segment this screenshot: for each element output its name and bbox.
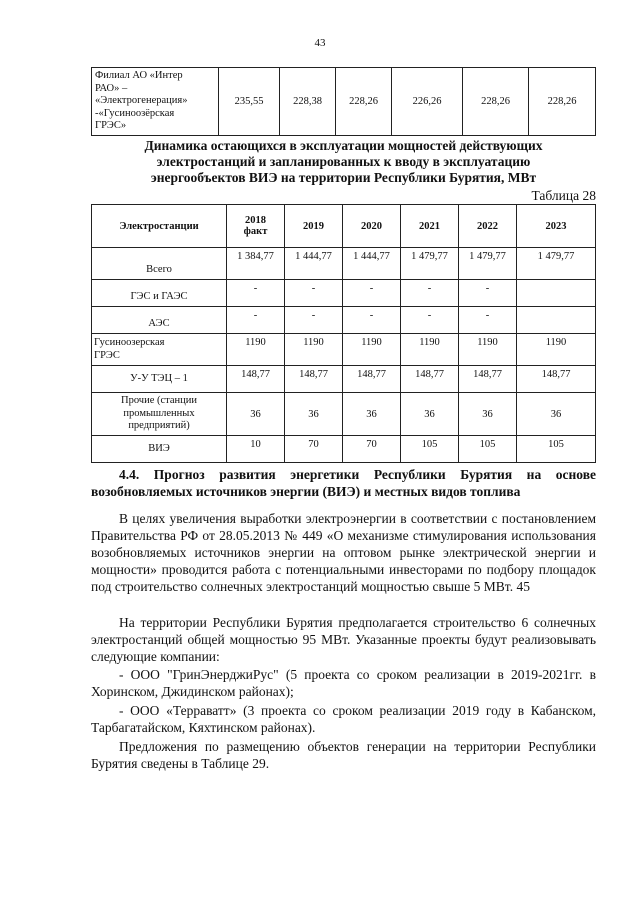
value-cell: 1190 [517, 334, 596, 366]
value-cell: 228,26 [336, 68, 392, 136]
column-header-year [343, 205, 401, 248]
value-cell: 1 444,77 [343, 248, 401, 280]
paragraph: Предложения по размещению объектов генерации на территории Республики Бурятия сведены в Таблице 29. [91, 739, 596, 771]
table-number-label: Таблица 28 [531, 188, 596, 203]
year-label: 2023 [545, 220, 567, 232]
list-item: - ООО "ГринЭнерджиРус" (5 проекта со сроком реализации в 2019-2021гг. в Хоринском, Джидинском районах); [91, 667, 596, 699]
year-label: 2019 [303, 220, 324, 232]
value-cell: 1190 [285, 334, 343, 366]
value-cell: 1 479,77 [459, 248, 517, 280]
column-header-year [227, 205, 285, 248]
table-header-row [92, 205, 596, 248]
value-cell: 148,77 [459, 366, 517, 393]
value-cell: - [285, 280, 343, 307]
value-cell [517, 280, 596, 307]
value-cell: 1 384,77 [227, 248, 285, 280]
continuation-table [91, 67, 596, 136]
value-cell: 70 [343, 436, 401, 463]
row-label [92, 393, 227, 436]
column-header-year [459, 205, 517, 248]
value-cell: 148,77 [517, 366, 596, 393]
table-row [92, 366, 596, 393]
value-cell: 1 444,77 [285, 248, 343, 280]
table-row [92, 307, 596, 334]
value-cell: 1 479,77 [517, 248, 596, 280]
caption-line: энергообъектов ВИЭ на территории Республики Бурятия, МВт [150, 170, 537, 185]
column-header-year [517, 205, 596, 248]
value-cell: - [285, 307, 343, 334]
value-cell: - [401, 307, 459, 334]
row-label: У-У ТЭЦ – 1 [92, 366, 227, 393]
row-label-line: ГРЭС [94, 349, 120, 361]
value-cell: 226,26 [392, 68, 463, 136]
station-name-line: Филиал АО «Интер [95, 70, 183, 82]
row-label: АЭС [92, 307, 227, 334]
table-row [92, 334, 596, 366]
value-cell: 105 [401, 436, 459, 463]
list-item: - ООО «Терраватт» (3 проекта со сроком реализации 2019 году в Кабанском, Тарбагатайском, Кяхтинском районах). [91, 703, 596, 735]
table-row [92, 248, 596, 280]
table-row [92, 393, 596, 436]
table-row [92, 68, 596, 136]
value-cell: - [459, 280, 517, 307]
value-cell: - [459, 307, 517, 334]
value-cell: 1190 [343, 334, 401, 366]
value-cell: - [227, 307, 285, 334]
value-cell: 148,77 [285, 366, 343, 393]
caption-line: электростанций и запланированных к вводу в эксплуатацию [156, 154, 531, 169]
year-label: 2021 [419, 220, 440, 232]
value-cell: 36 [459, 393, 517, 436]
value-cell: 36 [517, 393, 596, 436]
value-cell: 1190 [459, 334, 517, 366]
value-cell: 148,77 [343, 366, 401, 393]
year-label: 2018 [245, 215, 266, 226]
value-cell: 1190 [227, 334, 285, 366]
row-label-line: предприятий) [128, 420, 190, 432]
paragraph: На территории Республики Бурятия предполагается строительство 6 солнечных электростанций общей мощностью 95 МВт. Указанные проекты будут реализовывать следующие компании: [91, 615, 596, 664]
value-cell: 36 [401, 393, 459, 436]
value-cell: 10 [227, 436, 285, 463]
row-label: ГЭС и ГАЭС [92, 280, 227, 307]
value-cell: 36 [343, 393, 401, 436]
column-header-station: Электростанции [92, 205, 227, 248]
value-cell: - [227, 280, 285, 307]
value-cell: - [343, 280, 401, 307]
row-label-line: Гусиноозерская [94, 337, 165, 348]
value-cell: 1190 [401, 334, 459, 366]
section-heading: 4.4. Прогноз развития энергетики Республики Бурятия на основе возобновляемых источников энергии (ВИЭ) и местных видов топлива [91, 467, 596, 499]
row-label-line: Прочие (станции [120, 395, 197, 407]
value-cell: 105 [459, 436, 517, 463]
value-cell: 228,26 [529, 68, 596, 136]
value-cell: 36 [285, 393, 343, 436]
value-cell: 1 479,77 [401, 248, 459, 280]
value-cell: - [401, 280, 459, 307]
value-cell: 148,77 [227, 366, 285, 393]
value-cell: - [343, 307, 401, 334]
caption-line: Динамика остающихся в эксплуатации мощностей действующих [144, 138, 543, 153]
value-cell: 235,55 [219, 68, 280, 136]
row-label: ВИЭ [92, 436, 227, 463]
station-name-cell [92, 68, 219, 136]
column-header-year [401, 205, 459, 248]
value-cell: 148,77 [401, 366, 459, 393]
value-cell: 228,38 [280, 68, 336, 136]
value-cell: 36 [227, 393, 285, 436]
table-row [92, 280, 596, 307]
value-cell: 105 [517, 436, 596, 463]
value-cell: 228,26 [463, 68, 529, 136]
paragraph: В целях увеличения выработки электроэнергии в соответствии с постановлением Правительства РФ от 28.05.2013 № 449 «О механизме стимулирования использования возобновляемых источников энергии на оптовом рынке электрической энергии и мощности» проводится работа с потенциальными инвесторами по подбору площадок под строительство солнечных электростанций мощностью свыше 5 МВт. 45 [91, 511, 596, 594]
row-label [92, 334, 227, 366]
station-name-line: «Электрогенерация» [95, 95, 188, 107]
value-cell [517, 307, 596, 334]
page-number: 43 [314, 37, 326, 49]
table-row [92, 436, 596, 463]
capacity-table [91, 204, 596, 463]
year-sublabel: факт [243, 226, 268, 237]
row-label: Всего [92, 248, 227, 280]
column-header-year [285, 205, 343, 248]
year-label: 2020 [361, 220, 382, 232]
station-name-line: ГРЭС» [95, 120, 127, 132]
value-cell: 70 [285, 436, 343, 463]
row-label-line: промышленных [123, 407, 195, 419]
table-caption [91, 138, 596, 186]
year-label: 2022 [477, 220, 498, 232]
station-name-line: -«Гусиноозёрская [95, 107, 175, 119]
station-name-line: РАО» – [95, 82, 128, 94]
